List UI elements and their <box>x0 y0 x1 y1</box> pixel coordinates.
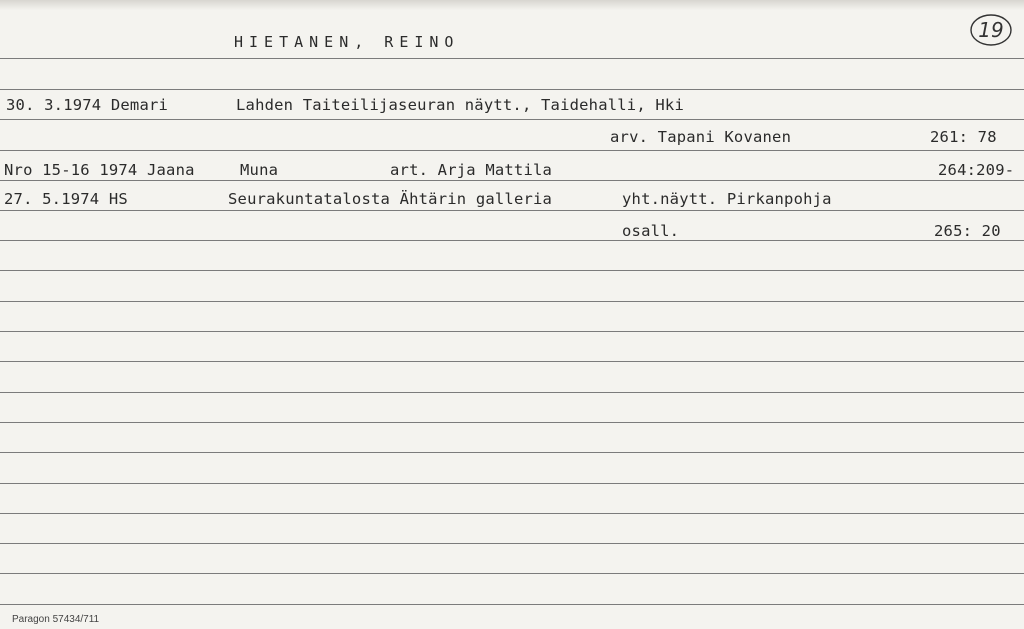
ruled-line <box>0 331 1024 332</box>
ruled-line <box>0 452 1024 453</box>
ruled-line <box>0 573 1024 574</box>
ruled-line <box>0 119 1024 120</box>
ruled-line <box>0 513 1024 514</box>
ruled-line <box>0 210 1024 211</box>
card-top-edge <box>0 0 1024 10</box>
ruled-line <box>0 361 1024 362</box>
card-number-circle <box>968 12 1014 48</box>
ruled-line <box>0 422 1024 423</box>
ruled-line <box>0 392 1024 393</box>
ruled-line <box>0 150 1024 151</box>
entry-date-source: 27. 5.1974 HS <box>4 190 128 208</box>
entry-note: yht.näytt. Pirkanpohja <box>622 190 832 208</box>
entry-ref: 265: 20 <box>934 222 1001 240</box>
entry-description: Lahden Taiteilijaseuran näytt., Taidehalli, Hki <box>236 96 684 114</box>
entry-ref: 264:209- <box>938 161 1015 179</box>
card-number: 19 <box>978 18 1004 42</box>
entry-note: art. Arja Mattila <box>390 161 553 179</box>
entry-date-source: 30. 3.1974 Demari <box>6 96 169 114</box>
entry-note: arv. Tapani Kovanen <box>610 128 792 146</box>
ruled-line <box>0 301 1024 302</box>
entry-note: osall. <box>622 222 680 240</box>
ruled-line <box>0 604 1024 605</box>
card-heading-name: HIETANEN, REINO <box>234 33 460 51</box>
ruled-line <box>0 543 1024 544</box>
entry-ref: 261: 78 <box>930 128 997 146</box>
ruled-line <box>0 180 1024 181</box>
ruled-line <box>0 240 1024 241</box>
printer-mark: Paragon 57434/711 <box>12 614 100 625</box>
header-rule <box>0 58 1024 59</box>
entry-description: Muna <box>240 161 279 179</box>
ruled-line <box>0 483 1024 484</box>
ruled-line <box>0 89 1024 90</box>
ruled-line <box>0 270 1024 271</box>
entry-description: Seurakuntatalosta Ähtärin galleria <box>228 190 553 208</box>
entry-date-source: Nro 15-16 1974 Jaana <box>4 161 195 179</box>
